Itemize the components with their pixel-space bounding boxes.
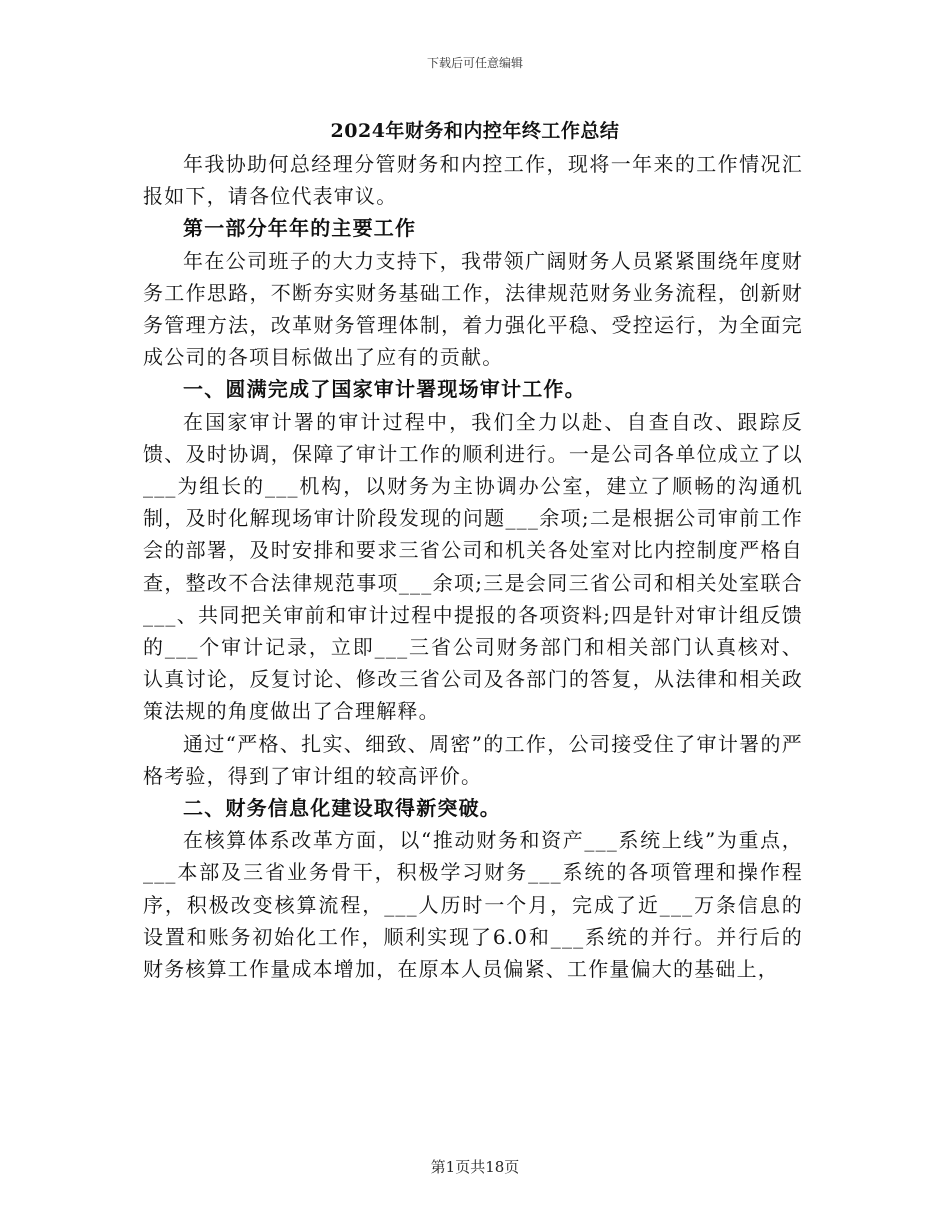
section-heading-part-one: 第一部分年年的主要工作 <box>183 216 417 241</box>
paragraph-informatization-detail: 在核算体系改革方面，以“推动财务和资产___系统上线”为重点，___本部及三省业务骨干，积极学习财务___系统的各项管理和操作程序，积极改变核算流程，___人历时一个月，完成了近___万条信息的设置和账务初始化工作，顺利实现了6.0和___系统的并行。并行后的财务核算工作量成本增加，在原本人员偏紧、工作量偏大的基础上， <box>143 828 803 982</box>
document-title: 2024年财务和内控年终工作总结 <box>330 120 620 142</box>
paragraph-overview: 年在公司班子的大力支持下，我带领广阔财务人员紧紧围绕年度财务工作思路，不断夯实财务基础工作，法律规范财务业务流程，创新财务管理方法，改革财务管理体制，着力强化平稳、受控运行，为全面完成公司的各项目标做出了应有的贡献。 <box>143 248 803 370</box>
section-heading-audit: 一、圆满完成了国家审计署现场审计工作。 <box>183 377 586 402</box>
paragraph-intro: 年我协助何总经理分管财务和内控工作，现将一年来的工作情况汇报如下，请各位代表审议。 <box>143 152 803 209</box>
page-footer: 第1页共18页 <box>430 1158 520 1176</box>
document-body <box>143 148 803 985</box>
paragraph-audit-detail: 在国家审计署的审计过程中，我们全力以赴、自查自改、跟踪反馈、及时协调，保障了审计工作的顺利进行。一是公司各单位成立了以___为组长的___机构，以财务为主协调办公室，建立了顺畅的沟通机制，及时化解现场审计阶段发现的问题___余项;二是根据公司审前工作会的部署，及时安排和要求三省公司和机关各处室对比内控制度严格自查，整改不合法律规范事项___余项;三是会同三省公司和相关处室联合___、共同把关审前和审计过程中提报的各项资料;四是针对审计组反馈的___个审计记录，立即___三省公司财务部门和相关部门认真核对、认真讨论，反复讨论、修改三省公司及各部门的答复，从法律和相关政策法规的角度做出了合理解释。 <box>143 409 803 724</box>
paragraph-audit-result: 通过“严格、扎实、细致、周密”的工作，公司接受住了审计署的严格考验，得到了审计组的较高评价。 <box>143 731 803 788</box>
section-heading-informatization: 二、财务信息化建设取得新突破。 <box>183 796 501 821</box>
page-header: 下载后可任意编辑 <box>426 56 523 70</box>
